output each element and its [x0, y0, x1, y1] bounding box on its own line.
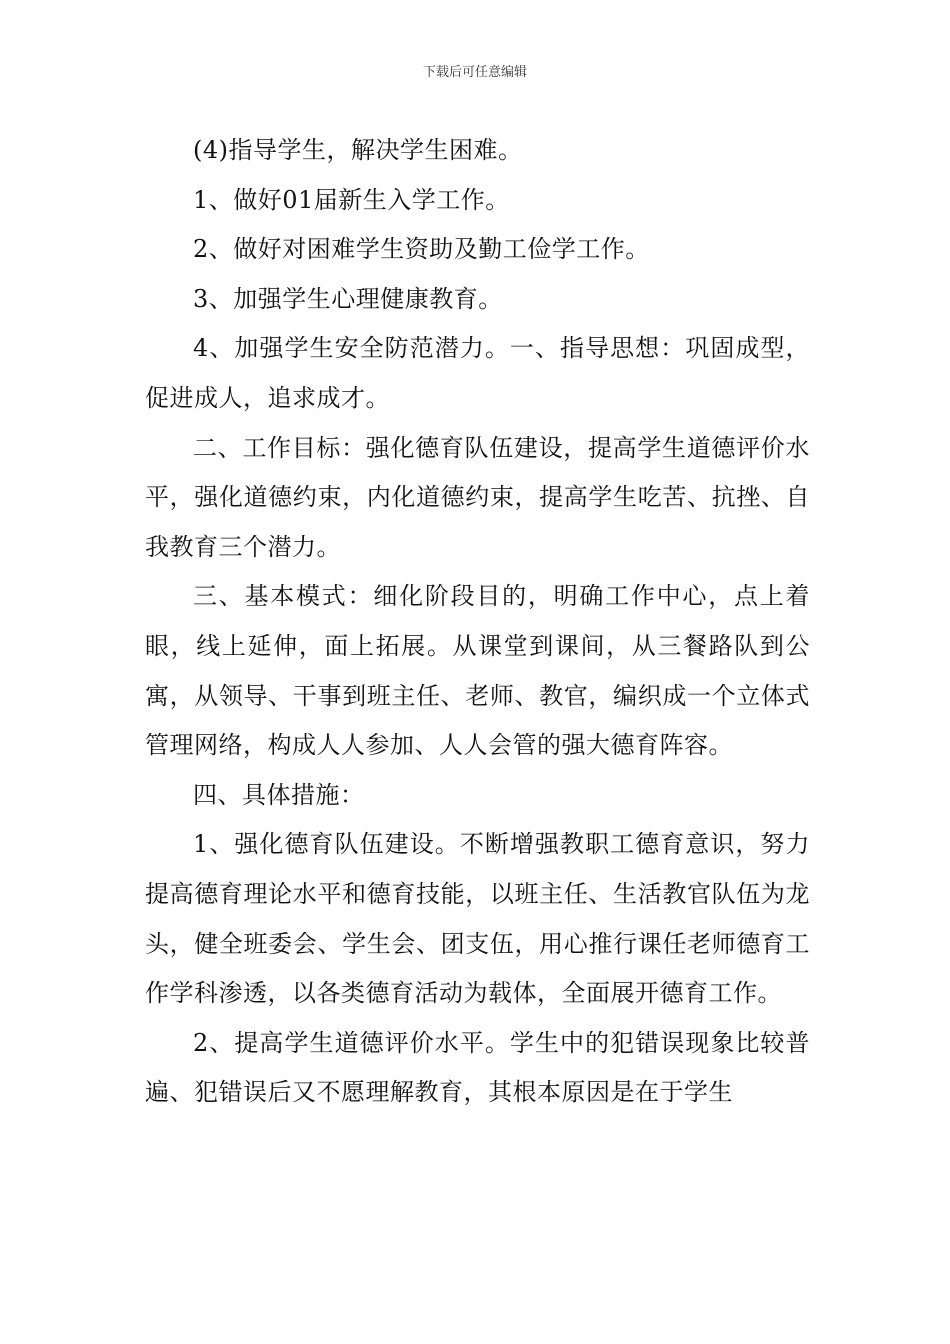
page-header: 下载后可任意编辑: [422, 65, 527, 80]
paragraph-item-3: 3、加强学生心理健康教育。: [193, 284, 503, 313]
paragraph-measure-1: 1、强化德育队伍建设。不断增强教职工德育意识，努力提高德育理论水平和德育技能，以班主任、生活教官队伍为龙头，健全班委会、学生会、团支伍，用心推行课任老师德育工作学科渗透，以各类德育活动为载体，全面展开德育工作。: [145, 830, 810, 1008]
paragraph-item-4: 4、加强学生安全防范潜力。一、指导思想：巩固成型，促进成人，追求成才。: [145, 334, 810, 412]
paragraph-item-1: 1、做好01届新生入学工作。: [193, 185, 510, 214]
paragraph-measure-2: 2、提高学生道德评价水平。学生中的犯错误现象比较普遍、犯错误后又不愿理解教育，其根本原因是在于学生: [145, 1028, 810, 1107]
document-body: [145, 126, 810, 1118]
paragraph-measures-heading: 四、具体措施：: [193, 780, 365, 809]
paragraph-basic-mode: 三、基本模式：细化阶段目的，明确工作中心，点上着眼，线上延伸，面上拓展。从课堂到课间，从三餐路队到公寓，从领导、干事到班主任、老师、教官，编织成一个立体式管理网络，构成人人参加、人人会管的强大德育阵容。: [145, 582, 810, 760]
paragraph-guidance: (4)指导学生，解决学生困难。: [193, 136, 523, 164]
paragraph-work-goals: 二、工作目标：强化德育队伍建设，提高学生道德评价水平，强化道德约束，内化道德约束，提高学生吃苦、抗挫、自我教育三个潜力。: [145, 433, 810, 561]
paragraph-item-2: 2、做好对困难学生资助及勤工俭学工作。: [193, 235, 650, 264]
